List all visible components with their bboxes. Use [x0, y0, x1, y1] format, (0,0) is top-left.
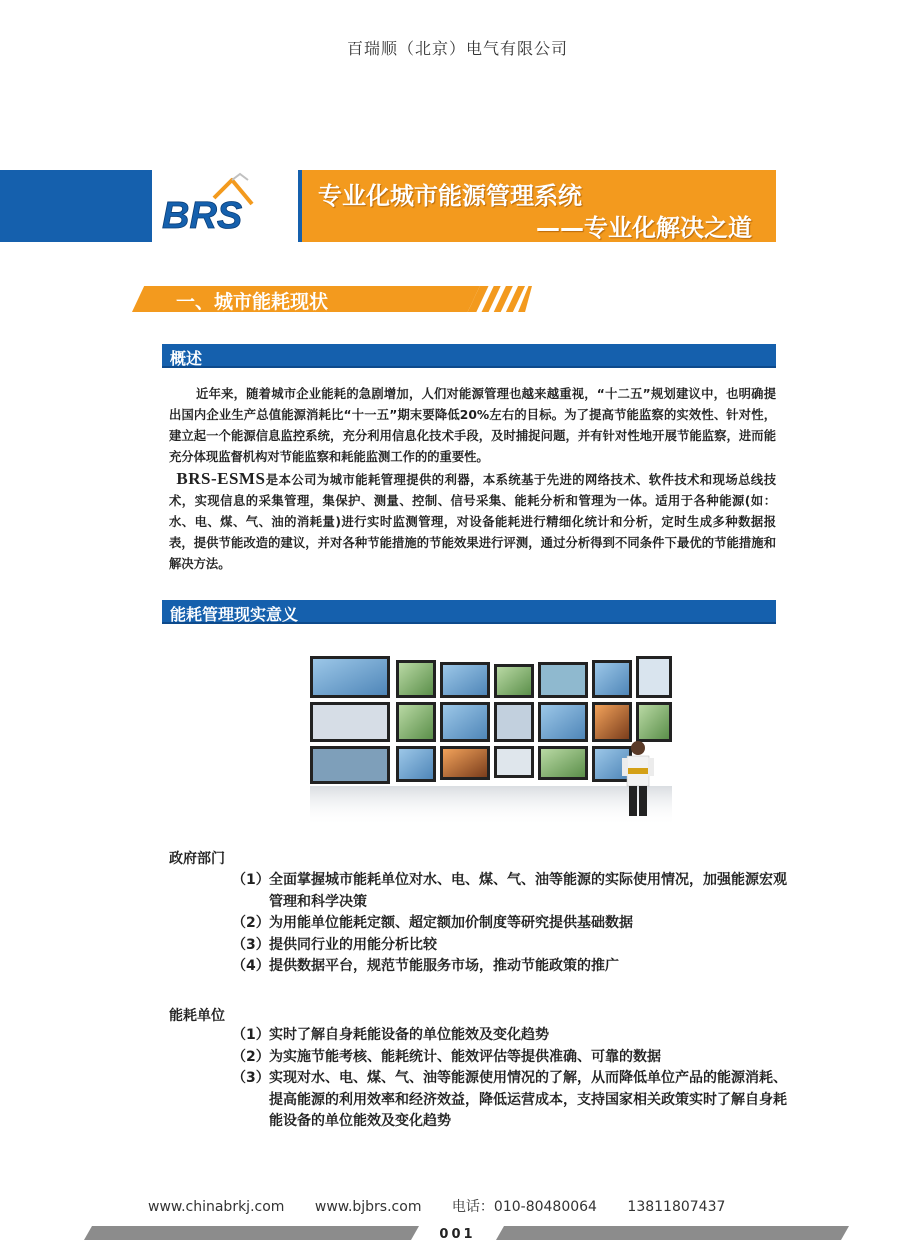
svg-text:BRS: BRS: [162, 195, 243, 237]
footer-website-1[interactable]: www.chinabrkj.com: [148, 1199, 285, 1215]
overview-text: [169, 384, 776, 575]
government-heading: 政府部门: [169, 851, 225, 867]
company-name: 百瑞顺（北京）电气有限公司: [346, 39, 568, 58]
banner-subtitle: ——专业化解决之道: [536, 214, 752, 242]
list-item: （3） 提供同行业的用能分析比较: [232, 936, 437, 953]
page-number: 001: [439, 1227, 476, 1242]
list-item: （2） 为用能单位能耗定额、超定额加价制度等研究提供基础数据: [232, 915, 633, 931]
overview-paragraph-2: [169, 468, 776, 575]
footer-website-2[interactable]: www.bjbrs.com: [314, 1199, 422, 1215]
list-item: （3） 实现对水、电、煤、气、油等能源使用情况的了解，从而降低单位产品的能源消耗、提高能源的利用效率和经济效益，降低运营成本，支持国家相关政策实时了解自身耗能设备的单位能效及变化趋势: [232, 1070, 787, 1129]
significance-heading: 能耗管理现实意义: [170, 605, 299, 624]
government-list: [232, 870, 792, 978]
brand-name: BRS-ESMS: [176, 469, 266, 488]
section-heading-text: 一、城市能耗现状: [176, 291, 329, 313]
overview-heading: 概述: [170, 349, 203, 368]
footer-phone: 电话：010-80480064: [451, 1199, 597, 1215]
list-item: （1） 实时了解自身耗能设备的单位能效及变化趋势: [232, 1027, 549, 1043]
footer-contact: [148, 1196, 751, 1216]
significance-heading-bar: [162, 600, 776, 624]
list-item: （4） 提供数据平台，规范节能服务市场，推动节能政策的推广: [232, 958, 619, 974]
overview-paragraph-2-text: 是本公司为城市能耗管理提供的利器，本系统基于先进的网络技术、软件技术和现场总线技术，实现信息的采集管理，集保护、测量、控制、信号采集、能耗分析和管理为一体。适用于各种能源(如：水、电、煤、气、油的消耗量)进行实时监测管理，对设备能耗进行精细化统计和分析，定时生成多种数据报表，提供节能改造的建议，并对各种节能措施的节能效果进行评测，通过分析得到不同条件下最优的节能措施和解决方法。: [169, 473, 776, 571]
overview-paragraph-1: 近年来，随着城市企业能耗的急剧增加，人们对能源管理也越来越重视，“十二五”规划建议中，也明确提出国内企业生产总值能源消耗比“十一五”期末要降低20%左右的目标。为了提高节能监察的实效性、针对性，建立起一个能源信息监控系统，充分利用信息化技术手段，及时捕捉问题，并有针对性地开展节能监察，进而能充分体现监督机构对节能监察和耗能监测工作的的重要性。: [169, 387, 776, 464]
units-list: [232, 1025, 792, 1133]
list-item: （2） 为实施节能考核、能耗统计、能效评估等提供准确、可靠的数据: [232, 1048, 661, 1065]
banner-title: 专业化城市能源管理系统: [318, 182, 582, 210]
list-item: （1） 全面掌握城市能耗单位对水、电、煤、气、油等能源的实际使用情况，加强能源宏观管理和科学决策: [232, 872, 787, 910]
footer-mobile: 13811807437: [627, 1199, 726, 1215]
monitor-wall-image: [300, 650, 690, 830]
units-heading: 能耗单位: [169, 1008, 225, 1024]
overview-heading-bar: [162, 344, 776, 368]
